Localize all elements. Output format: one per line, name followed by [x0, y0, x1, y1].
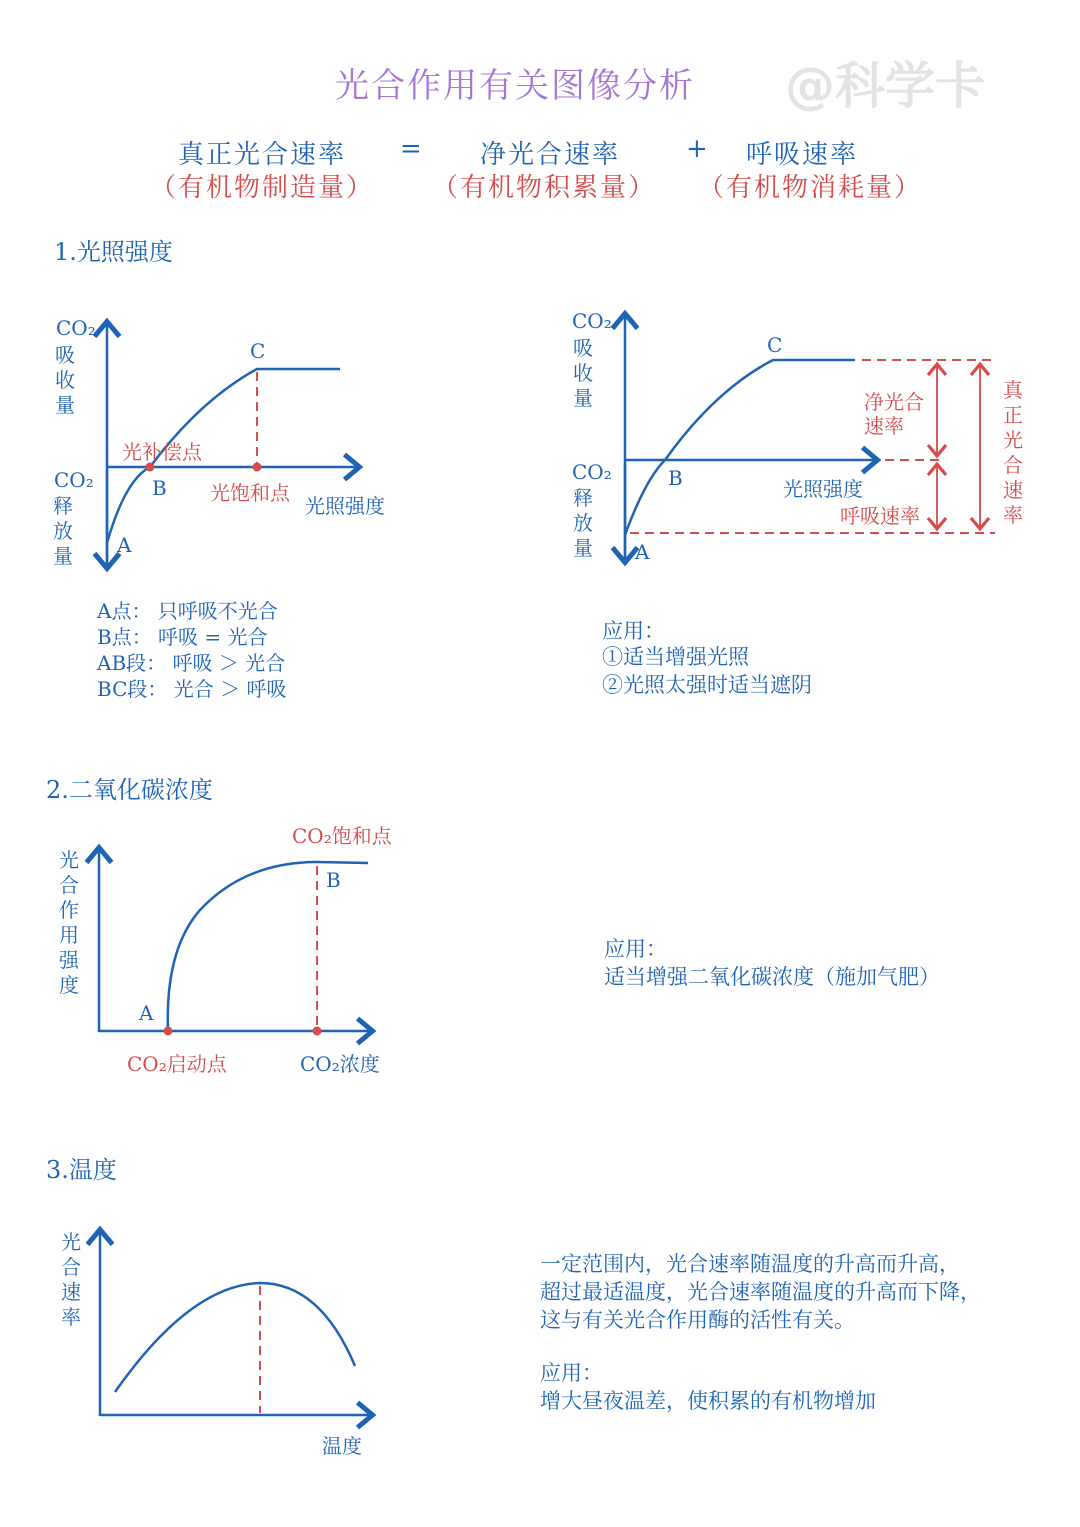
g4-curve — [115, 1283, 355, 1392]
s1-app-item-2: ②光照太强时适当遮阴 — [602, 673, 812, 697]
g4-y-label: 光合速率 — [61, 1230, 81, 1329]
section-2-heading: 2.二氧化碳浓度 — [46, 776, 213, 804]
eq-net: 净光合速率 — [480, 140, 621, 170]
g3-point-sat — [313, 1027, 322, 1036]
s2-app-text: 适当增强二氧化碳浓度（施加气肥） — [604, 965, 940, 989]
g1-y-top-co2: CO₂ — [56, 316, 96, 340]
page-title: 光合作用有关图像分析 — [335, 66, 695, 106]
g1-y-top-label: 吸收量 — [55, 343, 75, 417]
eq-plus: + — [686, 134, 710, 164]
g3-point-a-label: A — [139, 1001, 154, 1025]
eq-total-sub: （有机物制造量） — [150, 173, 375, 203]
g2-point-c-label: C — [767, 333, 783, 357]
g2-y-top-label: 吸收量 — [573, 336, 593, 410]
g1-point-b-label: B — [152, 476, 167, 500]
note-bc: BC段： 光合 ＞ 呼吸 — [97, 677, 287, 701]
g1-point-c-label: C — [250, 339, 266, 363]
g3-y-label: 光合作用强度 — [59, 848, 79, 997]
g2-y-bottom-label: 释放量 — [573, 486, 593, 560]
g1-y-bottom-co2: CO₂ — [54, 468, 94, 492]
g1-point-a-label: A — [117, 533, 132, 557]
s3-desc-3: 这与有关光合作用酶的活性有关。 — [540, 1308, 855, 1332]
g2-y-bottom-co2: CO₂ — [572, 460, 612, 484]
eq-net-sub: （有机物积累量） — [432, 173, 657, 203]
g3-x-label: CO₂浓度 — [300, 1052, 380, 1076]
s3-desc-1: 一定范围内，光合速率随温度的升高而升高， — [540, 1252, 960, 1276]
note-a: A点： 只呼吸不光合 — [97, 599, 278, 623]
watermark: @科学卡 — [785, 57, 985, 115]
g1-point-sat — [253, 463, 262, 472]
s3-desc-2: 超过最适温度，光合速率随温度的升高而下降， — [540, 1280, 981, 1304]
g2-x-label: 光照强度 — [783, 477, 863, 501]
g2-resp-rate: 呼吸速率 — [840, 504, 920, 528]
g3-sat-point-label: CO₂饱和点 — [292, 824, 392, 848]
eq-total: 真正光合速率 — [178, 140, 347, 170]
g2-point-b-label: B — [668, 466, 683, 490]
g2-true-rate: 真正光合速率 — [1003, 378, 1023, 527]
eq-resp: 呼吸速率 — [746, 140, 859, 170]
g1-y-bottom-label: 释放量 — [53, 494, 73, 568]
g4-x-label: 温度 — [322, 1434, 362, 1458]
section-3-heading: 3.温度 — [46, 1156, 117, 1184]
g3-point-a — [164, 1027, 173, 1036]
s1-app-item-1: ①适当增强光照 — [602, 645, 749, 669]
g2-curve — [625, 360, 855, 535]
s1-app-title: 应用： — [602, 619, 665, 643]
g2-y-top-co2: CO₂ — [572, 309, 612, 333]
g1-comp-point-label: 光补偿点 — [122, 440, 202, 464]
note-b: B点： 呼吸 = 光合 — [97, 625, 268, 649]
eq-equals: = — [400, 134, 424, 164]
g1-sat-point-label: 光饱和点 — [210, 481, 290, 505]
s3-app-text: 增大昼夜温差，使积累的有机物增加 — [540, 1389, 876, 1413]
note-ab: AB段： 呼吸 ＞ 光合 — [97, 651, 286, 675]
s2-app-title: 应用： — [604, 937, 667, 961]
g2-point-a-label: A — [635, 540, 650, 564]
section-1-heading: 1.光照强度 — [54, 238, 173, 266]
s3-app-title: 应用： — [540, 1361, 603, 1385]
g1-x-label: 光照强度 — [305, 494, 385, 518]
g2-net-rate-2: 速率 — [864, 414, 904, 438]
eq-resp-sub: （有机物消耗量） — [698, 173, 923, 203]
g3-point-b-label: B — [326, 868, 341, 892]
g2-net-rate-1: 净光合 — [864, 390, 924, 414]
g3-start-point-label: CO₂启动点 — [127, 1052, 227, 1076]
